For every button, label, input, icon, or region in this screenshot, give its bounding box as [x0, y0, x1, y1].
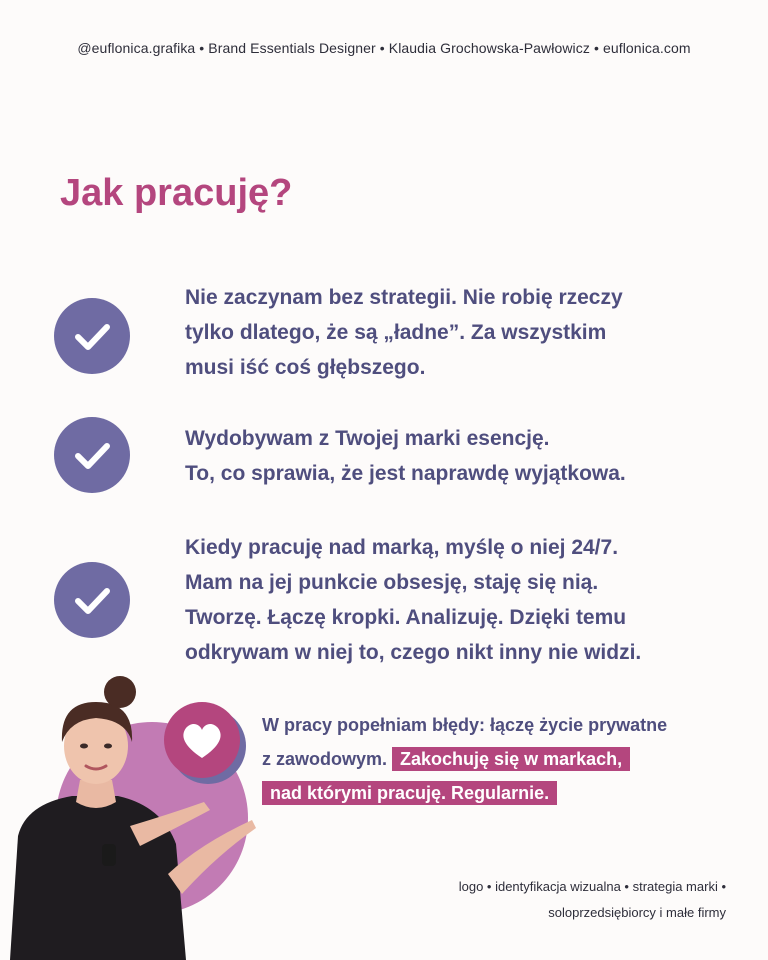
list-item: [185, 530, 725, 670]
item-line: Nie zaczynam bez strategii. Nie robię rzeczy: [185, 286, 623, 309]
list-item: [185, 421, 725, 491]
list-item: [185, 280, 725, 385]
item-line: Wydobywam z Twojej marki esencję.: [185, 427, 550, 450]
check-icon: [54, 562, 130, 638]
footer-line: logo • identyfikacja wizualna • strategia marki •: [458, 879, 726, 894]
heart-badge: [162, 700, 246, 784]
quote-line: W pracy popełniam błędy: łączę życie prywatne: [262, 715, 668, 735]
quote-text: [262, 708, 732, 810]
item-line: Kiedy pracuję nad marką, myślę o niej 24/7.: [185, 536, 619, 559]
quote-plain-text: z zawodowym.: [262, 749, 388, 769]
quote-highlight: Zakochuję się w markach,: [392, 747, 630, 771]
footer-services: [306, 874, 726, 926]
item-line: musi iść coś głębszego.: [185, 356, 426, 379]
quote-highlight: nad którymi pracuję. Regularnie.: [262, 781, 557, 805]
item-line: To, co sprawia, że jest naprawdę wyjątkowa.: [185, 462, 626, 485]
item-line: Tworzę. Łączę kropki. Analizuję. Dzięki temu: [185, 606, 627, 629]
page-title: Jak pracuję?: [60, 172, 293, 214]
footer-line: soloprzedsiębiorcy i małe firmy: [548, 905, 726, 920]
check-icon: [54, 298, 130, 374]
quote-line: [262, 776, 732, 810]
item-line: Mam na jej punkcie obsesję, staję się nią.: [185, 571, 599, 594]
item-line: tylko dlatego, że są „ładne”. Za wszystkim: [185, 321, 607, 344]
item-line: odkrywam w niej to, czego nikt inny nie widzi.: [185, 641, 642, 664]
heart-icon: [162, 700, 246, 784]
quote-line: [262, 742, 732, 776]
check-icon: [54, 417, 130, 493]
header-credits: @euflonica.grafika • Brand Essentials Designer • Klaudia Grochowska-Pawłowicz • euflonica.com: [77, 40, 691, 56]
